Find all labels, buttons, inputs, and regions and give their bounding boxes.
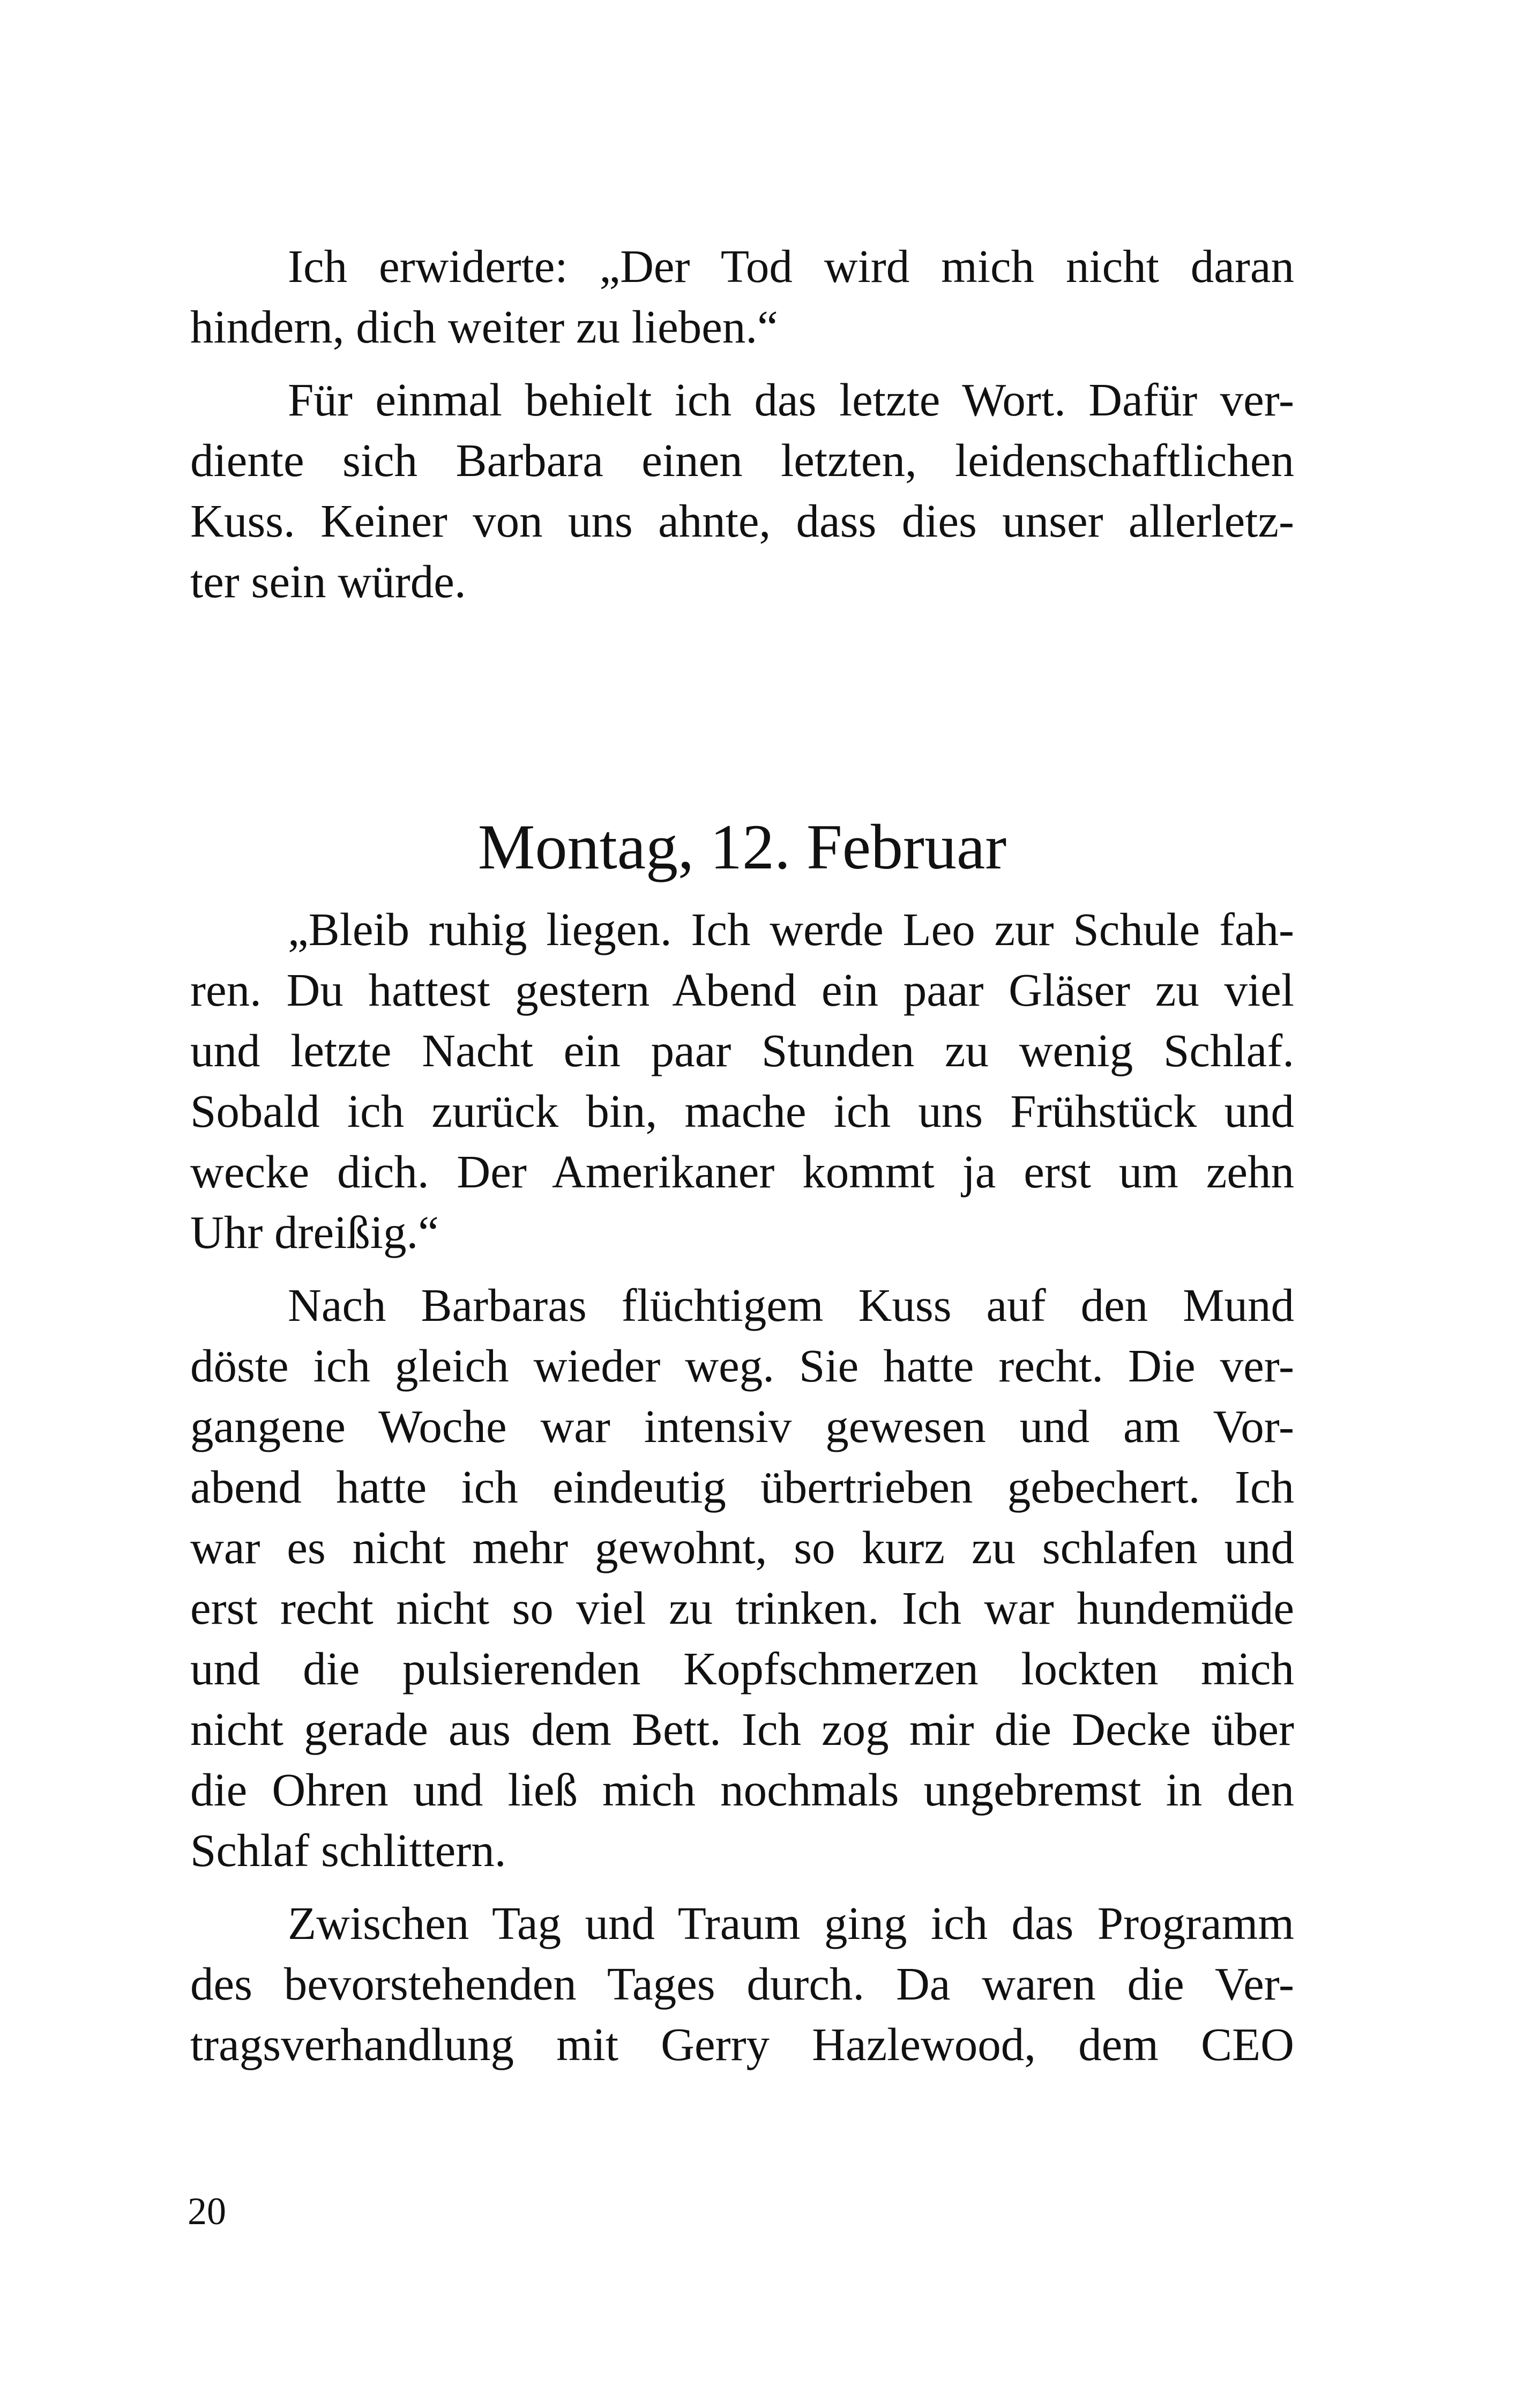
top-text-block xyxy=(190,236,1294,612)
page-number: 20 xyxy=(188,2190,226,2233)
text-line: tragsverhandlung mit Gerry Hazlewood, dem CEO xyxy=(190,2018,1294,2070)
text-line: diente sich Barbara einen letzten, leidenschaftlichen xyxy=(190,434,1294,486)
main-text-block xyxy=(190,899,1294,2075)
text-line: war es nicht mehr gewohnt, so kurz zu schlafen und xyxy=(190,1521,1294,1573)
text-line: ren. Du hattest gestern Abend ein paar Gläser zu viel xyxy=(190,964,1294,1016)
text-line: „Bleib ruhig liegen. Ich werde Leo zur Schule fah- xyxy=(288,903,1294,955)
text-line: Für einmal behielt ich das letzte Wort. Dafür ver- xyxy=(288,374,1294,426)
chapter-title: Montag, 12. Februar xyxy=(477,811,1007,882)
paragraph xyxy=(190,1893,1294,2075)
text-line: wecke dich. Der Amerikaner kommt ja erst um zehn xyxy=(190,1146,1294,1198)
text-line: hindern, dich weiter zu lieben.“ xyxy=(190,301,778,353)
paragraph xyxy=(190,369,1294,612)
text-line: nicht gerade aus dem Bett. Ich zog mir die Decke über xyxy=(190,1703,1294,1755)
text-line: und letzte Nacht ein paar Stunden zu wenig Schlaf. xyxy=(190,1024,1294,1076)
text-line: Kuss. Keiner von uns ahnte, dass dies unser allerletz- xyxy=(190,495,1294,547)
text-line: Schlaf schlittern. xyxy=(190,1824,506,1876)
text-line: Nach Barbaras flüchtigem Kuss auf den Mund xyxy=(288,1279,1294,1331)
text-line: des bevorstehenden Tages durch. Da waren die Ver- xyxy=(190,1958,1294,2010)
text-line: Sobald ich zurück bin, mache ich uns Frühstück und xyxy=(190,1085,1294,1137)
text-line: Uhr dreißig.“ xyxy=(190,1206,439,1258)
paragraph xyxy=(190,236,1294,357)
text-line: gangene Woche war intensiv gewesen und am Vor- xyxy=(190,1400,1294,1452)
text-line: Ich erwiderte: „Der Tod wird mich nicht daran xyxy=(288,240,1294,292)
text-line: Zwischen Tag und Traum ging ich das Programm xyxy=(288,1897,1294,1949)
text-line: abend hatte ich eindeutig übertrieben gebechert. Ich xyxy=(190,1461,1294,1513)
text-line: die Ohren und ließ mich nochmals ungebremst in den xyxy=(190,1764,1294,1816)
paragraph xyxy=(190,899,1294,1262)
text-line: ter sein würde. xyxy=(190,555,466,607)
text-line: und die pulsierenden Kopfschmerzen lockten mich xyxy=(190,1643,1294,1694)
paragraph xyxy=(190,1275,1294,1881)
text-line: erst recht nicht so viel zu trinken. Ich war hundemüde xyxy=(190,1582,1294,1634)
text-line: döste ich gleich wieder weg. Sie hatte recht. Die ver- xyxy=(190,1340,1294,1392)
